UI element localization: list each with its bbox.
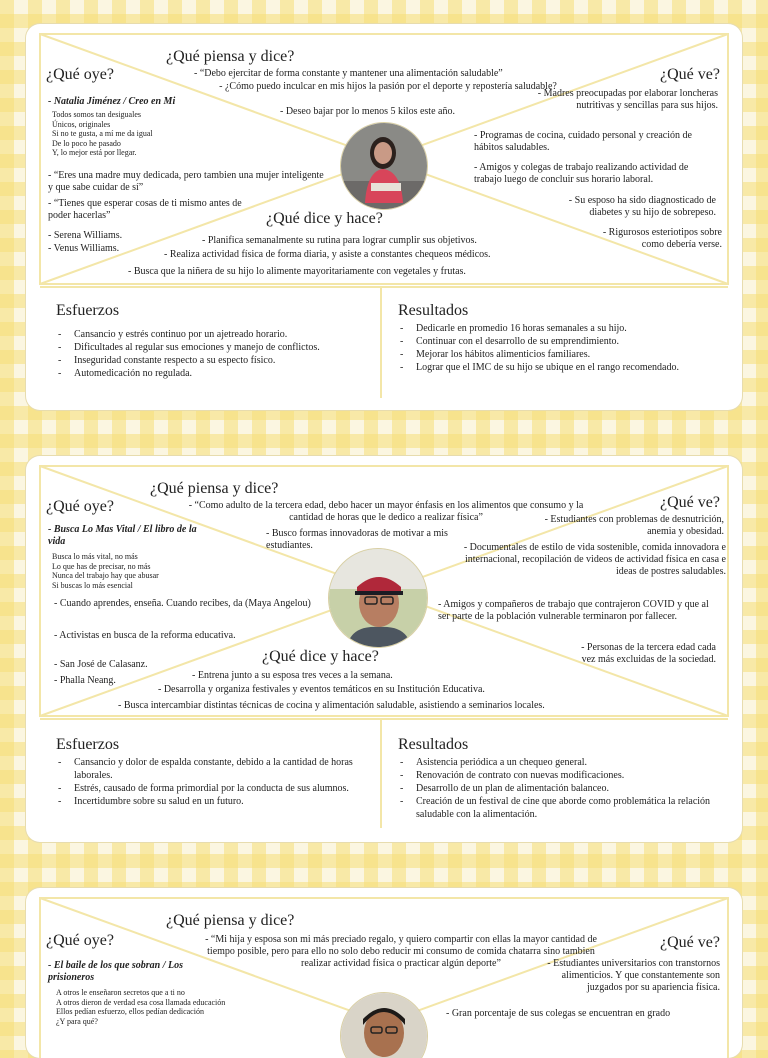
oye-item: - San José de Calasanz. <box>54 659 148 670</box>
ve-item: - Madres preocupadas por elaborar loncheras nutritivas y sencillas para sus hijos. <box>537 88 718 111</box>
list-item: - Inseguridad constante respecto a su especto físico. <box>56 354 372 367</box>
ve-item: - Estudiantes universitarios con transtornos alimenticios. Y que constantemente son juzgados por su apariencia física. <box>547 958 720 993</box>
ve-item: - Estudiantes con problemas de desnutrición, anemia y obesidad. <box>544 514 724 537</box>
list-item: - Estrés, causado de forma primordial por la conducta de sus alumnos. <box>56 782 372 795</box>
ve-item: - Gran porcentaje de sus colegas se encuentran en grado <box>446 1008 671 1019</box>
empathy-map-card-1 <box>26 24 742 410</box>
piensa-item: - Deseo bajar por lo menos 5 kilos este año. <box>280 106 455 117</box>
esfuerzos-list <box>56 328 372 380</box>
empathy-map-top-2 <box>26 456 742 718</box>
ve-item: - Programas de cocina, cuidado personal y creación de hábitos saludables. <box>474 130 692 153</box>
hace-item: - Desarrolla y organiza festivales y eventos temáticos en su Institución Educativa. <box>158 684 485 695</box>
heading-piensa: ¿Qué piensa y dice? <box>166 912 295 929</box>
oye-song-source: - Busca Lo Mas Vital / El libro de la vida <box>48 524 197 547</box>
esfuerzos-title: Esfuerzos <box>56 302 120 319</box>
hace-item: - Busca que la niñera de su hijo lo alimente mayoritariamente con vegetales y frutas. <box>128 266 466 277</box>
list-item: - Lograr que el IMC de su hijo se ubique en el rango recomendado. <box>398 361 698 374</box>
hace-item: - Planifica semanalmente su rutina para lograr cumplir sus objetivos. <box>202 235 477 246</box>
hace-item: - Realiza actividad física de forma diaria, y asiste a constantes chequeos médicos. <box>164 249 491 260</box>
list-item: - Cansancio y dolor de espalda constante, debido a la cantidad de horas laborales. <box>56 756 372 782</box>
piensa-item: - “Debo ejercitar de forma constante y mantener una alimentación saludable” <box>194 68 503 79</box>
resultados-list <box>398 322 698 374</box>
list-item: - Creación de un festival de cine que aborde como problemática la relación saludable con la alimentación. <box>398 795 718 821</box>
esfuerzos-list <box>56 756 372 808</box>
hace-item: - Busca intercambiar distintas técnicas de cocina y alimentación saludable, asistiendo a seminarios locales. <box>118 700 545 711</box>
empathy-map-card-3 <box>26 888 742 1058</box>
heading-ve: ¿Qué ve? <box>660 66 720 83</box>
list-item: - Incertidumbre sobre su salud en un futuro. <box>56 795 372 808</box>
piensa-item: - “Como adulto de la tercera edad, debo hacer un mayor énfasis en los alimentos que consumo y la cantidad de horas que le dedico a realizar física” <box>188 500 584 523</box>
heading-hace: ¿Qué dice y hace? <box>262 648 379 665</box>
piensa-item: - Busco formas innovadoras de motivar a mis estudiantes. <box>266 528 448 551</box>
ve-item: - Personas de la tercera edad cada vez más excluidas de la sociedad. <box>581 642 716 665</box>
hace-item: - Entrena junto a su esposa tres veces a la semana. <box>192 670 393 681</box>
heading-hace: ¿Qué dice y hace? <box>266 210 383 227</box>
heading-oye: ¿Qué oye? <box>46 932 114 949</box>
oye-item: - Venus Williams. <box>48 243 120 254</box>
heading-oye: ¿Qué oye? <box>46 498 114 515</box>
oye-item: - Phalla Neang. <box>54 675 116 686</box>
list-item: - Desarrollo de un plan de alimentación balanceo. <box>398 782 718 795</box>
resultados-title: Resultados <box>398 736 469 753</box>
heading-piensa: ¿Qué piensa y dice? <box>166 48 295 65</box>
heading-ve: ¿Qué ve? <box>660 494 720 511</box>
list-item: - Dedicarle en promedio 16 horas semanales a su hijo. <box>398 322 698 335</box>
esfuerzos-resultados-1 <box>40 286 728 398</box>
esfuerzos-resultados-2 <box>40 718 728 828</box>
ve-item: - Rigurosos esteriotipos sobre como debería verse. <box>602 227 722 250</box>
oye-item: - Cuando aprendes, enseña. Cuando recibes, da (Maya Angelou) <box>54 598 311 609</box>
oye-song-lyrics: Busca lo más vital, no más Lo que has de precisar, no más Nunca del trabajo hay que abusar Si buscas lo más esencial <box>52 552 159 590</box>
oye-item: - Activistas en busca de la reforma educativa. <box>54 630 236 641</box>
heading-oye: ¿Qué oye? <box>46 66 114 83</box>
oye-item: - Serena Williams. <box>48 230 123 241</box>
piensa-item: - “Mi hija y esposa son mi más preciado regalo, y quiero compartir con ellas la mayor cantidad de tiempo posible, pero para ello no solo debo reducir mi consumo de comida chatarra sino tambien realizar actividad física o practicar algún deporte” <box>205 934 597 969</box>
list-item: - Mejorar los hábitos alimenticios familiares. <box>398 348 698 361</box>
ve-item: - Amigos y compañeros de trabajo que contrajeron COVID y que al ser parte de la población vulnerable terminaron por fallecer. <box>438 599 709 622</box>
list-item: - Dificultades al regular sus emociones y manejo de conflictos. <box>56 341 372 354</box>
oye-song-source: - El baile de los que sobran / Los prisioneros <box>48 960 184 983</box>
resultados-title: Resultados <box>398 302 469 319</box>
list-item: - Cansancio y estrés continuo por un ajetreado horario. <box>56 328 372 341</box>
list-item: - Asistencia periódica a un chequeo general. <box>398 756 718 769</box>
oye-song-lyrics: A otros le enseñaron secretos que a ti no A otros dieron de verdad esa cosa llamada educación Ellos pedían esfuerzo, ellos pedían dedicación ¿Y para qué? <box>56 988 226 1026</box>
oye-song-source: - Natalia Jiménez / Creo en Mi <box>48 96 176 107</box>
avatar-person-1 <box>340 122 428 210</box>
empathy-map-card-2 <box>26 456 742 842</box>
empathy-map-top-1 <box>26 24 742 286</box>
esfuerzos-title: Esfuerzos <box>56 736 120 753</box>
heading-piensa: ¿Qué piensa y dice? <box>150 480 279 497</box>
list-item: - Automedicación no regulada. <box>56 367 372 380</box>
ve-item: - Documentales de estilo de vida sostenible, comida innovadora e internacional, recopilación de videos de actividad física en casa e ideas de postres saludables. <box>463 542 726 577</box>
ve-item: - Su esposo ha sido diagnosticado de diabetes y su hijo de sobrepeso. <box>568 195 716 218</box>
ve-item: - Amigos y colegas de trabajo realizando actividad de trabajo luego de concluir sus horario laboral. <box>474 162 689 185</box>
list-item: - Continuar con el desarrollo de su emprendimiento. <box>398 335 698 348</box>
piensa-item: - ¿Cómo puedo inculcar en mis hijos la pasión por el deporte y repostería saludable? <box>219 81 557 92</box>
resultados-list <box>398 756 718 821</box>
empathy-map-top-3 <box>26 888 742 1058</box>
oye-song-lyrics: Todos somos tan desiguales Únicos, originales Si no te gusta, a mí me da igual De lo poco he pasado Y, lo mejor está por llegar. <box>52 110 153 157</box>
oye-item: - “Tienes que esperar cosas de ti mismo antes de poder hacerlas” <box>48 198 242 221</box>
avatar-person-2 <box>328 548 428 648</box>
list-item: - Renovación de contrato con nuevas modificaciones. <box>398 769 718 782</box>
oye-item: - “Eres una madre muy dedicada, pero tambien una mujer inteligente y que sabe cuidar de sí” <box>48 170 324 193</box>
heading-ve: ¿Qué ve? <box>660 934 720 951</box>
